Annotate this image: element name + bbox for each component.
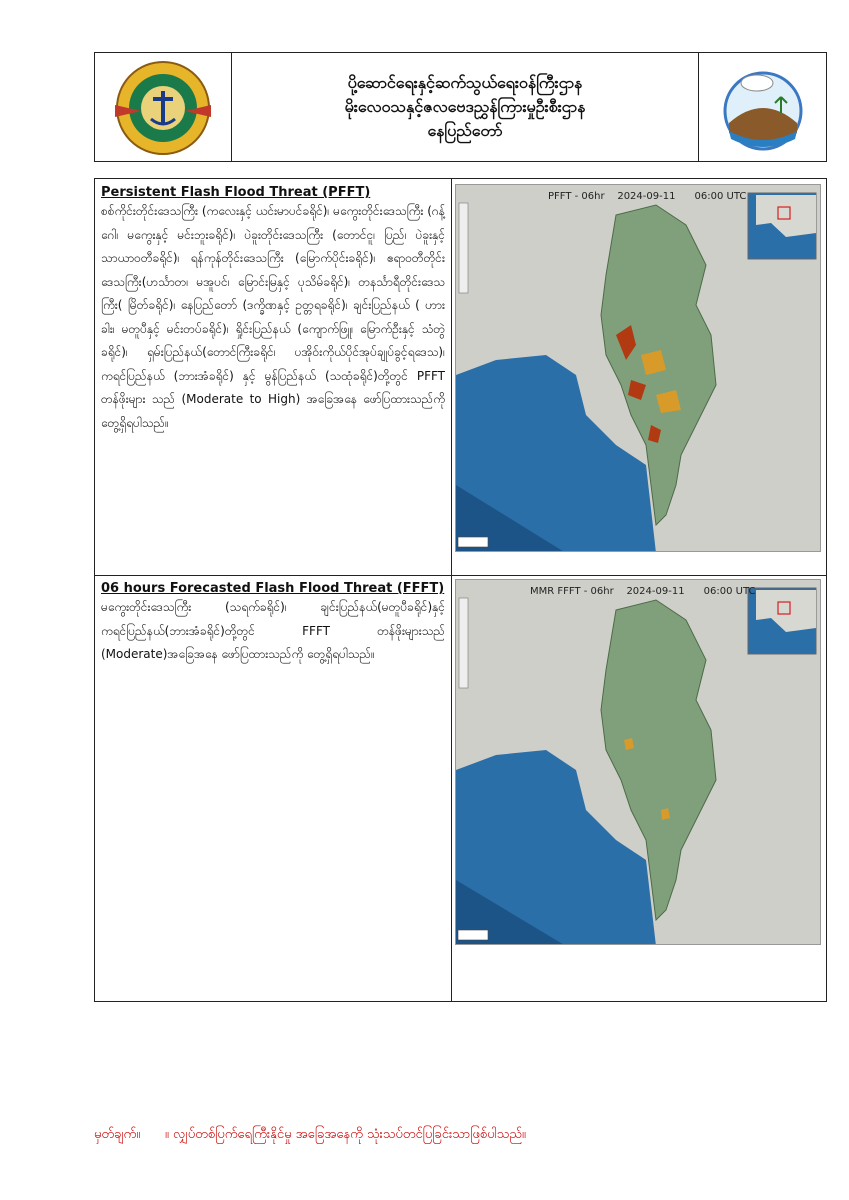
ffft-map-date: 2024-09-11 xyxy=(626,586,685,597)
header-line-3: နေပြည်တော် xyxy=(427,121,503,140)
ffft-map-name: MMR FFFT - 06hr xyxy=(530,586,614,597)
ffft-description: မကွေးတိုင်းဒေသကြီး (သရက်ခရိုင်)၊ ချင်းပြည်နယ်(မတူပီခရိုင်)နှင့် ကရင်ပြည်နယ်(ဘားအံခရိုင်)တို့တွင် FFFT တန်ဖိုးများသည် (Moderate)အခြေအနေ ဖော်ပြထားသည်ကို တွေ့ရှိရပါသည်။ xyxy=(101,600,445,661)
header-line-2: မိုးလေဝသနှင့်ဇလဗေဒညွှန်ကြားမှုဦးစီးဌာန xyxy=(344,97,586,116)
header-title-block xyxy=(232,53,698,161)
pfft-map-name: PFFT - 06hr xyxy=(548,191,605,202)
ffft-map-title xyxy=(530,586,755,597)
ffft-title: 06 hours Forecasted Flash Flood Threat (FFFT) xyxy=(101,581,445,596)
pfft-map-time: 06:00 UTC xyxy=(694,191,747,202)
pfft-map-date: 2024-09-11 xyxy=(617,191,676,202)
ffft-text-cell xyxy=(101,581,445,701)
document-header xyxy=(94,52,827,162)
pfft-text-cell xyxy=(101,185,445,569)
hydrology-cycle-logo xyxy=(699,53,827,161)
pfft-map-title xyxy=(548,191,746,202)
row-divider xyxy=(95,575,826,576)
ffft-map-graphic xyxy=(456,580,821,945)
footer-note xyxy=(94,1126,526,1145)
pfft-map[interactable] xyxy=(455,184,821,552)
header-left-cell xyxy=(95,53,232,161)
report-table xyxy=(94,178,827,1002)
ffft-map[interactable] xyxy=(455,579,821,945)
header-line-1: ပို့ဆောင်ရေးနှင့်ဆက်သွယ်ရေးဝန်ကြီးဌာန xyxy=(347,73,583,92)
footer-note-label: မှတ်ချက်။ xyxy=(94,1127,141,1142)
footer-note-text: ။ လျှပ်တစ်ပြက်ရေကြီးနိုင်မှု အခြေအနေကို သုံးသပ်တင်ပြခြင်းသာဖြစ်ပါသည်။ xyxy=(164,1127,526,1142)
pfft-title: Persistent Flash Flood Threat (PFFT) xyxy=(101,185,371,200)
ministry-emblem-logo xyxy=(95,53,232,161)
pfft-map-graphic xyxy=(456,185,821,552)
header-right-cell xyxy=(698,53,826,161)
column-divider xyxy=(451,179,452,1001)
pfft-description: စစ်ကိုင်းတိုင်းဒေသကြီး (ကလေးနှင့် ယင်းမာပင်ခရိုင်)၊ မကွေးတိုင်းဒေသကြီး (ဂန့်ဂေါ၊ မကွေးနှင့် မင်းဘူးခရိုင်)၊ ပဲခူးတိုင်းဒေသကြီး (တောင်ငူ၊ ပြည်၊ ပဲခူးနှင့် သာယာဝတီခရိုင်)၊ ရန်ကုန်တိုင်းဒေသကြီး (မြောက်ပိုင်းခရိုင်)၊ ဧရာဝတီတိုင်းဒေသကြီး(ဟင်္သာတ၊ မအူပင်၊ မြောင်းမြနှင့် ပုသိမ်ခရိုင်)၊ တနင်္သာရီတိုင်းဒေသကြီး( မြိတ်ခရိုင်)၊ နေပြည်တော် (ဒက္ခိဏနှင့် ဥတ္တရခရိုင်)၊ ချင်းပြည်နယ် ( ဟားခါး၊ မတူပီနှင့် မင်းတပ်ခရိုင်)၊ ရှိုင်းပြည်နယ် (ကျောက်ဖြူ၊ မြောက်ဦးနှင့် သံတွဲခရိုင်)၊ ရှမ်းပြည်နယ်(တောင်ကြီးခရိုင်၊ ပအိုဝ်းကိုယ်ပိုင်အုပ်ချုပ်ခွင့်ရဒေသ)၊ ကရင်ပြည်နယ် (ဘားအံခရိုင်) နှင့် မွန်ပြည်နယ် (သထုံခရိုင်)တို့တွင် PFFT တန်ဖိုးများ သည် (Moderate to High) အခြေအနေ ဖော်ပြထားသည်ကို တွေ့ရှိရပါသည်။ xyxy=(101,204,445,430)
ffft-map-time: 06:00 UTC xyxy=(703,586,756,597)
